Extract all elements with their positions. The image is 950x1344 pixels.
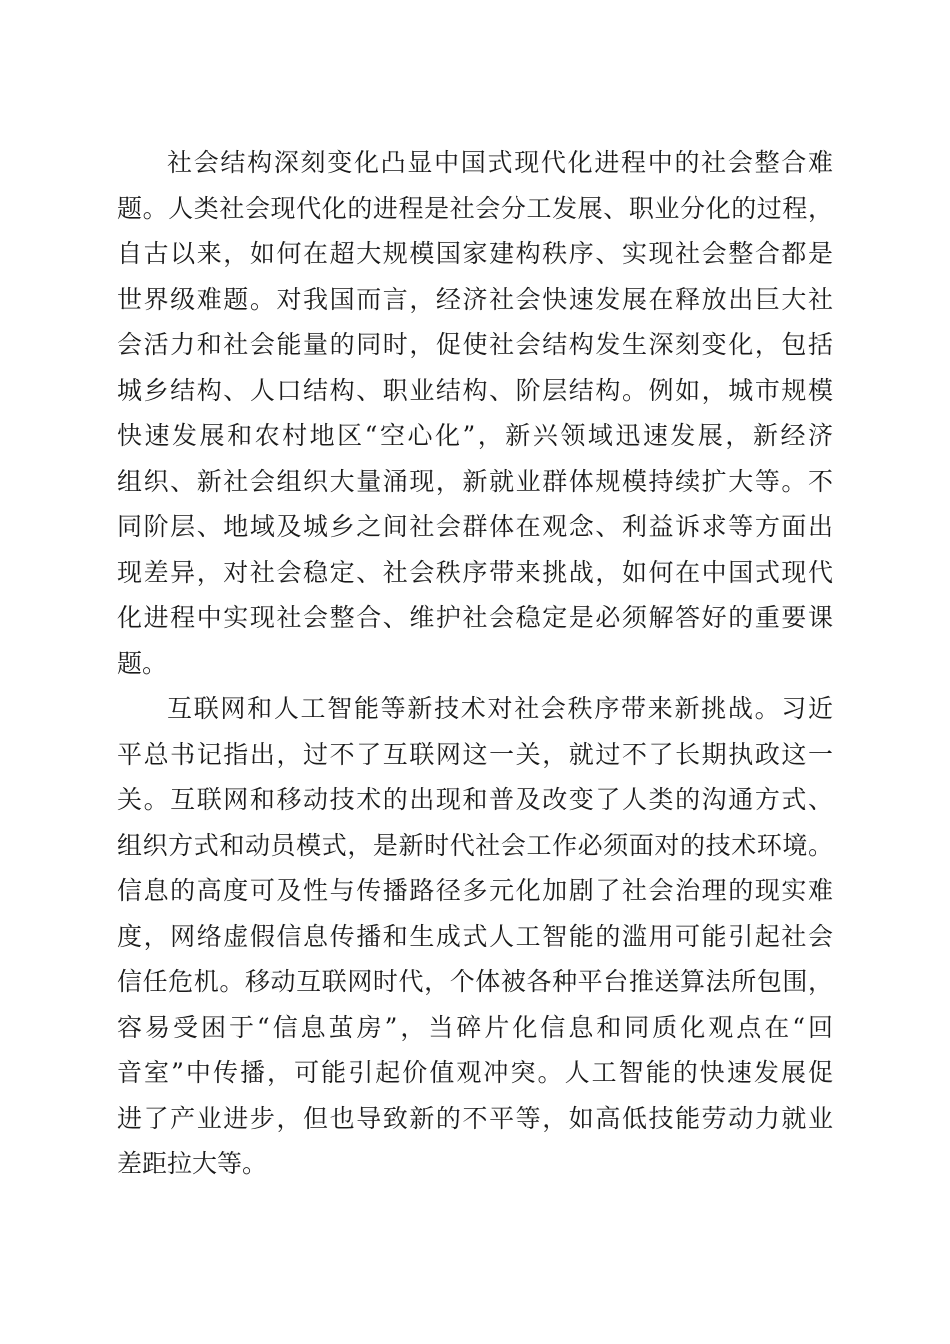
text-line: 信任危机。移动互联网时代，个体被各种平台推送算法所包围， (117, 967, 833, 996)
text-line: 平总书记指出，过不了互联网这一关，就过不了长期执政这一 (117, 739, 833, 769)
text-line: 世界级难题。对我国而言，经济社会快速发展在释放出巨大社 (117, 284, 833, 314)
text-line: 社会结构深刻变化凸显中国式现代化进程中的社会整合难 (167, 148, 833, 177)
text-line: 关。互联网和移动技术的出现和普及改变了人类的沟通方式、 (117, 785, 833, 814)
text-line: 音室”中传播，可能引起价值观冲突。人工智能的快速发展促 (117, 1058, 833, 1087)
text-line: 组织方式和动员模式，是新时代社会工作必须面对的技术环境。 (117, 830, 833, 860)
text-line: 差距拉大等。 (117, 1149, 268, 1178)
body-text (117, 140, 833, 1187)
paragraph-internet-ai (117, 686, 833, 1187)
text-line: 进了产业进步，但也导致新的不平等，如高低技能劳动力就业 (117, 1103, 833, 1133)
text-line: 会活力和社会能量的同时，促使社会结构发生深刻变化，包括 (117, 330, 833, 359)
text-line: 题。人类社会现代化的进程是社会分工发展、职业分化的过程， (117, 193, 833, 223)
text-line: 自古以来，如何在超大规模国家建构秩序、实现社会整合都是 (117, 239, 833, 268)
text-line: 度，网络虚假信息传播和生成式人工智能的滥用可能引起社会 (117, 921, 833, 951)
text-line: 组织、新社会组织大量涌现，新就业群体规模持续扩大等。不 (117, 466, 833, 496)
text-line: 快速发展和农村地区“空心化”，新兴领域迅速发展，新经济 (117, 421, 833, 450)
text-line: 题。 (117, 648, 168, 678)
text-line: 互联网和人工智能等新技术对社会秩序带来新挑战。习近 (167, 694, 833, 723)
paragraph-social-structure (117, 140, 833, 686)
text-line: 城乡结构、人口结构、职业结构、阶层结构。例如，城市规模 (117, 375, 833, 405)
text-line: 容易受困于“信息茧房”，当碎片化信息和同质化观点在“回 (117, 1012, 833, 1042)
text-line: 化进程中实现社会整合、维护社会稳定是必须解答好的重要课 (117, 603, 833, 632)
text-line: 现差异，对社会稳定、社会秩序带来挑战，如何在中国式现代 (117, 557, 833, 587)
text-line: 信息的高度可及性与传播路径多元化加剧了社会治理的现实难 (117, 876, 833, 905)
text-line: 同阶层、地域及城乡之间社会群体在观念、利益诉求等方面出 (117, 512, 833, 541)
